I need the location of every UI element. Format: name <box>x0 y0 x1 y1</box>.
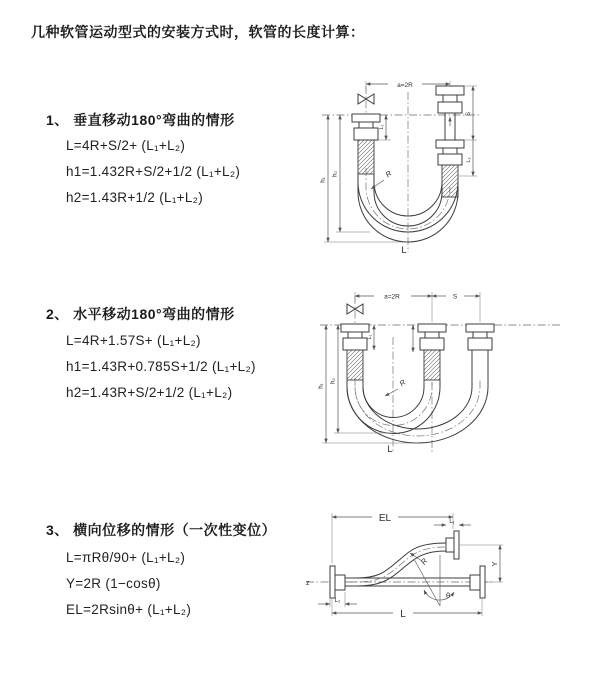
left-flange <box>330 566 345 598</box>
dimension-s <box>355 292 480 322</box>
formula-line: L=4R+1.57S+ (L₁+L₂) <box>66 333 201 348</box>
right-flange <box>470 566 485 598</box>
section-2-heading: 2、 水平移动180°弯曲的情形 <box>46 306 235 322</box>
left-fitting <box>352 114 380 174</box>
dim-label-h2: h₂ <box>330 378 337 384</box>
radius-callout <box>385 377 408 396</box>
dim-label-h1: h₁ <box>318 383 325 389</box>
dim-label-length: L <box>387 444 393 455</box>
dim-label-l2: L₂ <box>466 157 472 163</box>
diagram-lateral-displacement <box>298 503 598 648</box>
formula-line: L=πRθ/90+ (L₁+L₂) <box>66 550 186 565</box>
formula-line: h2=1.43R+S/2+1/2 (L₁+L₂) <box>66 385 233 400</box>
dimension-length <box>332 599 482 620</box>
formula-line: h1=1.432R+S/2+1/2 (L₁+L₂) <box>66 164 241 179</box>
dimension-l1 <box>434 519 471 525</box>
dim-label-l1: L₁ <box>449 519 455 525</box>
dim-label-el: EL <box>378 513 392 524</box>
dim-label-r: R <box>418 556 430 567</box>
dim-label-s: S <box>466 111 472 117</box>
dim-label-r: R <box>383 168 394 180</box>
middle-fitting <box>418 324 446 380</box>
dim-label-r: R <box>397 377 408 389</box>
section-3-heading: 3、 横向位移的情形（一次性变位） <box>46 522 277 538</box>
section-1-heading: 1、 垂直移动180°弯曲的情形 <box>46 112 235 128</box>
dim-label-length: L <box>400 609 406 620</box>
dim-label-s: S <box>452 293 458 301</box>
right-fittings <box>436 86 464 197</box>
radius-callout <box>410 553 430 566</box>
formula-line: Y=2R (1−cosθ) <box>66 576 161 591</box>
dimension-l2 <box>318 592 357 607</box>
dim-label-h2: h₂ <box>332 171 339 177</box>
dim-label-y: Y <box>490 561 499 567</box>
dim-label-a2r: a=2R <box>397 82 413 89</box>
dim-label-l2: L₂ <box>334 598 341 604</box>
dimension-a2r <box>355 294 432 301</box>
diagram-vertical-180-bend <box>308 72 598 257</box>
dim-label-theta: θ <box>446 591 451 600</box>
dimension-el <box>332 513 453 563</box>
right-fitting <box>466 324 494 380</box>
dim-label-length: L <box>401 245 407 256</box>
left-fitting <box>341 324 369 380</box>
dim-label-l1: L₁ <box>367 334 373 340</box>
formula-line: L=4R+S/2+ (L₁+L₂) <box>66 138 186 153</box>
dimension-s <box>464 86 477 140</box>
dim-label-l1: L₁ <box>379 124 385 130</box>
page-title: 几种软管运动型式的安装方式时，软管的长度计算： <box>31 24 365 40</box>
dim-label-h1: h₁ <box>320 177 327 183</box>
formula-line: h2=1.43R+1/2 (L₁+L₂) <box>66 190 204 205</box>
datum-mark: z <box>306 580 310 587</box>
hose-s-curve <box>345 543 446 586</box>
dim-label-a2r: a=2R <box>384 293 400 301</box>
diagram-horizontal-180-bend <box>308 282 598 457</box>
upper-flange <box>446 531 459 559</box>
formula-line: h1=1.43R+0.785S+1/2 (L₁+L₂) <box>66 359 256 374</box>
formula-line: EL=2Rsinθ+ (L₁+L₂) <box>66 602 192 617</box>
dimension-l1 <box>367 325 413 352</box>
